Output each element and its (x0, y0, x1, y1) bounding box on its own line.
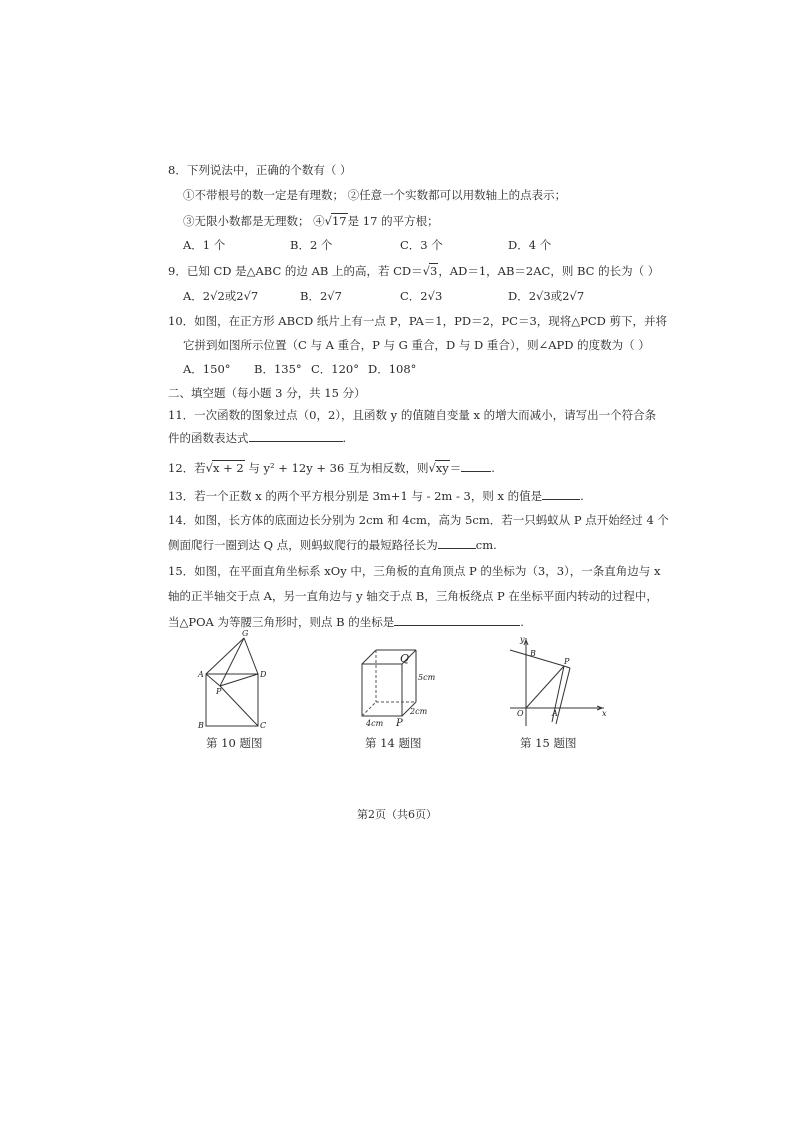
fig15-label-y: y (520, 635, 525, 644)
q12-end: . (491, 461, 495, 475)
q14-line2-end: cm. (475, 538, 497, 552)
q8-line2a: ③无限小数都是无理数； ④ (183, 214, 325, 228)
q10-option-b: B．135° (254, 362, 302, 376)
q9-option-c: C．2√3 (400, 289, 443, 303)
fig15-triangle-edge (564, 666, 570, 668)
q8-option-b: B．2 个 (290, 238, 333, 252)
fig14-label-P: P (396, 718, 403, 729)
fig10-label-C: C (260, 721, 267, 730)
q8-radicand: 17 (331, 214, 347, 228)
fig10-label-D: D (260, 670, 267, 679)
q10-option-d: D．108° (368, 362, 417, 376)
fig15-label-O: O (517, 709, 524, 718)
fig14-caption: 第 14 题图 (365, 736, 422, 750)
q8-line2b: 是 17 的平方根； (347, 214, 439, 228)
q12-answer-blank[interactable] (461, 460, 491, 472)
fig15-label-x: x (602, 709, 607, 718)
fig10-line-AG (206, 638, 244, 674)
q13-end: . (580, 489, 584, 503)
fig10-label-P: P (216, 687, 222, 696)
q11-answer-blank[interactable] (249, 430, 343, 442)
fig14-label-Q: Q (400, 652, 410, 665)
q11-line1: 11．一次函数的图象过点（0，2），且函数 y 的值随自变量 x 的增大而减小，请写出一个符合条 (168, 408, 657, 422)
fig10-line-AP (206, 674, 220, 686)
q15-line3-text: 当△POA 为等腰三角形时，则点 B 的坐标是 (168, 615, 395, 629)
q12-line: 12．若√x + 2 与 y² + 12y + 36 互为相反数，则√xy＝ . (168, 461, 495, 475)
q15-line3-end: . (520, 615, 524, 629)
fig15-label-P: P (564, 657, 570, 666)
q12-radicand-1: x + 2 (212, 461, 244, 475)
q9-option-d: D．2√3或2√7 (508, 289, 585, 303)
figure-14 (348, 640, 448, 732)
q8-option-c: C．3 个 (400, 238, 443, 252)
q11-line2 (168, 430, 346, 445)
q8-option-d: D．4 个 (508, 238, 552, 252)
q9-radicand: 3 (429, 264, 438, 278)
q9-stem-b: ，AD＝1，AB＝2AC，则 BC 的长为（ ） (438, 264, 660, 278)
fig10-label-A: A (198, 670, 204, 679)
q8-line1: ①不带根号的数一定是有理数； ②任意一个实数都可以用数轴上的点表示； (183, 188, 567, 202)
q14-line1: 14．如图，长方体的底面边长分别为 2cm 和 4cm，高为 5cm．若一只蚂蚁从 P 点开始经过 4 个 (168, 513, 669, 527)
figure-15 (506, 632, 610, 728)
q10-line1: 10．如图，在正方形 ABCD 纸片上有一点 P，PA＝1，PD＝2，PC＝3，现将△PCD 剪下，并将 (168, 314, 668, 328)
fig14-front-face (362, 664, 402, 716)
fig14-label-2cm: 2cm (410, 707, 428, 716)
q12-b: 与 y² + 12y + 36 互为相反数，则 (248, 461, 429, 475)
q15-answer-blank[interactable] (394, 614, 520, 626)
q15-line3 (168, 614, 524, 629)
q13-line (168, 488, 584, 503)
q10-line2: 它拼到如图所示位置（C 与 A 重合，P 与 G 重合，D 与 D 重合），则∠APD 的度数为（ ） (183, 338, 650, 352)
q12-radicand-2: xy (435, 461, 449, 475)
q11-line2-end: . (342, 431, 347, 445)
q10-option-a: A．150° (183, 362, 231, 376)
fig15-triangle-thickness (556, 668, 570, 724)
fig10-caption: 第 10 题图 (206, 736, 263, 750)
q13-answer-blank[interactable] (542, 488, 580, 500)
q10-option-c: C．120° (311, 362, 359, 376)
fig10-line-PC (220, 686, 258, 726)
fig10-line-GP (220, 638, 244, 686)
q9-stem-a: 9．已知 CD 是△ABC 的边 AB 上的高，若 CD＝ (168, 264, 423, 278)
q15-line2: 轴的正半轴交于点 A，另一直角边与 y 轴交于点 B，三角板绕点 P 在坐标平面内转动的过程中， (168, 589, 658, 603)
fig15-label-A: A (552, 709, 558, 718)
q12-a: 12．若 (168, 461, 206, 475)
q9-option-a: A．2√2或2√7 (183, 289, 259, 303)
fig10-label-B: B (198, 721, 204, 730)
fig15-caption: 第 15 题图 (520, 736, 577, 750)
q12-c: ＝ (449, 461, 462, 475)
q9-stem: 9．已知 CD 是△ABC 的边 AB 上的高，若 CD＝√3，AD＝1，AB＝2AC，则 BC 的长为（ ） (168, 264, 660, 278)
section-title: 二、填空题（每小题 3 分，共 15 分） (168, 386, 366, 400)
fig10-label-G: G (242, 629, 249, 638)
q13-text: 13．若一个正数 x 的两个平方根分别是 3m+1 与 - 2m - 3，则 x 的值是 (168, 489, 543, 503)
fig10-line-PD (220, 674, 258, 686)
fig14-label-4cm: 4cm (366, 719, 384, 728)
fig15-triangle-leg-PB (510, 650, 564, 666)
q14-line2-text: 侧面爬行一圈到达 Q 点，则蚂蚁爬行的最短路径长为 (168, 538, 438, 552)
q9-option-b: B．2√7 (300, 289, 342, 303)
figure-10 (190, 628, 280, 732)
q14-answer-blank[interactable] (438, 537, 476, 549)
fig15-label-B: B (530, 649, 536, 658)
q11-line2-text: 件的函数表达式 (168, 431, 249, 445)
q8-option-a: A．1 个 (183, 238, 226, 252)
q15-line1: 15．如图，在平面直角坐标系 xOy 中，三角板的直角顶点 P 的坐标为（3，3），一条直角边与 x (168, 564, 661, 578)
fig14-hidden-edge-3 (362, 702, 376, 716)
fig15-segment-OP (526, 666, 564, 708)
q8-stem: 8．下列说法中，正确的个数有（ ） (168, 163, 352, 177)
page-footer: 第2页（共6页） (357, 808, 437, 821)
fig10-line-GD (244, 638, 258, 674)
fig14-label-5cm: 5cm (418, 673, 436, 682)
fig14-edge-1 (362, 650, 376, 664)
q14-line2 (168, 537, 497, 552)
q8-line2: ③无限小数都是无理数； ④√17是 17 的平方根； (183, 214, 439, 228)
